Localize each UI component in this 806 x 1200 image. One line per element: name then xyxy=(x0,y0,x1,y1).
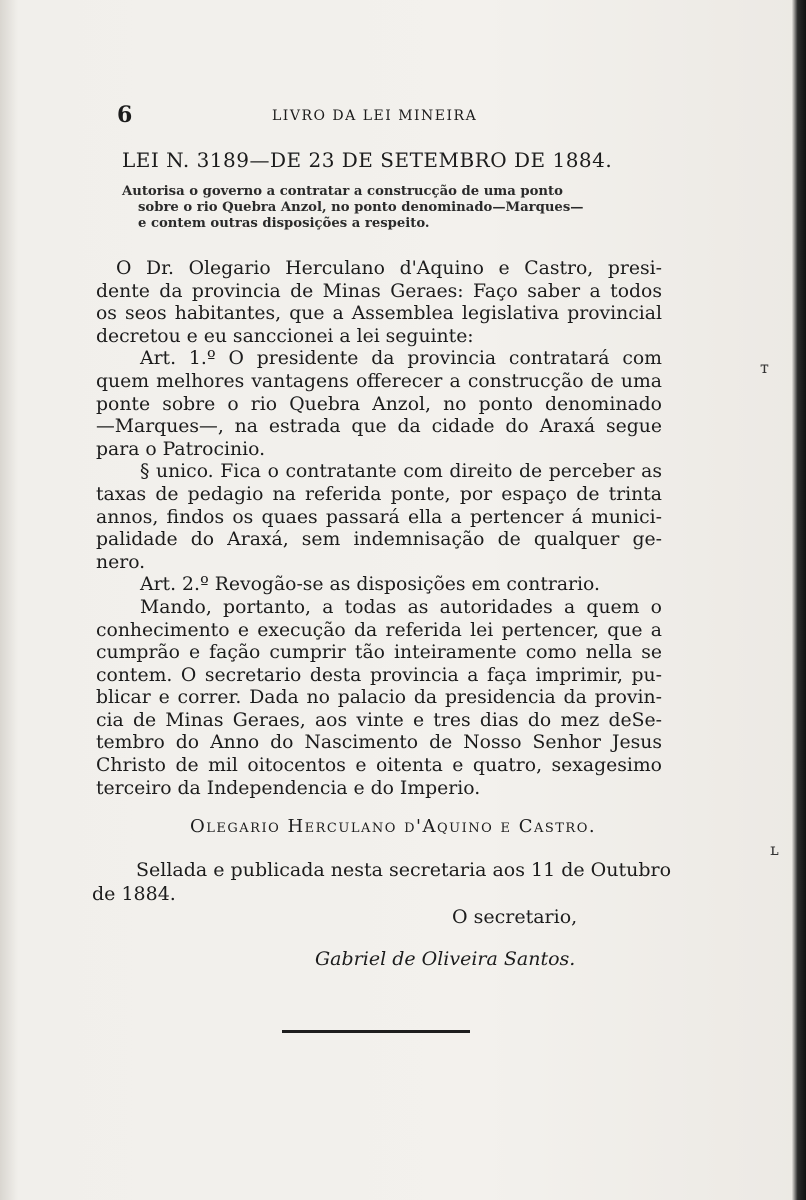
body-line: quem melhores vantagens offerecer a construcção de uma xyxy=(96,370,662,392)
sealed-line: Sellada e publicada nesta secretaria aos 11 de Outubro xyxy=(136,859,672,881)
body-line: § unico. Fica o contratante com direito de perceber as xyxy=(140,461,662,483)
sealed-line: de 1884. xyxy=(92,883,176,905)
body-line: cumprão e fação cumprir tão inteiramente como nella se xyxy=(96,642,662,664)
body-line: para o Patrocinio. xyxy=(96,438,266,460)
closing-rule xyxy=(282,1030,470,1033)
body-line: Art. 2.º Revogão-se as disposições em contrario. xyxy=(140,574,600,596)
body-line: contem. O secretario desta provincia a faça imprimir, pu- xyxy=(96,664,662,686)
summary-line: sobre o rio Quebra Anzol, no ponto denominado—Marques— xyxy=(138,200,584,215)
law-body xyxy=(96,258,662,800)
body-line: Art. 1.º O presidente da provincia contratará com xyxy=(140,348,662,370)
body-line: dente da provincia de Minas Geraes: Faço saber a todos xyxy=(96,280,662,302)
body-line: conhecimento e execução da referida lei pertencer, que a xyxy=(96,619,662,641)
page-edge-shadow xyxy=(792,0,806,1200)
body-line: os seos habitantes, que a Assemblea legislativa provincial xyxy=(96,303,662,325)
secretary-title: O secretario, xyxy=(452,906,578,928)
body-line: annos, findos os quaes passará ella a pertencer á munici- xyxy=(96,506,662,528)
governor-signature: Olegario Herculano d'Aquino e Castro. xyxy=(190,816,597,837)
body-line: nero. xyxy=(96,551,146,573)
body-line: O Dr. Olegario Herculano d'Aquino e Castro, presi- xyxy=(116,258,662,279)
law-title: LEI N. 3189—DE 23 DE SETEMBRO DE 1884. xyxy=(122,148,613,172)
body-line: palidade do Araxá, sem indemnisação de qualquer ge- xyxy=(96,529,662,551)
body-line: cia de Minas Geraes, aos vinte e tres dias do mez deSe- xyxy=(96,709,662,731)
secretary-name: Gabriel de Oliveira Santos. xyxy=(315,948,576,970)
page-number: 6 xyxy=(117,102,133,128)
body-line: blicar e correr. Dada no palacio da presidencia da provin- xyxy=(96,687,662,709)
margin-mark: ᴛ xyxy=(760,358,769,377)
sealed-statement xyxy=(92,858,672,906)
body-line: ponte sobre o rio Quebra Anzol, no ponto denominado xyxy=(96,393,662,415)
body-line: terceiro da Independencia e do Imperio. xyxy=(96,777,481,799)
page-header xyxy=(117,102,537,132)
body-line: decretou e eu sanccionei a lei seguinte: xyxy=(96,325,474,347)
body-line: Christo de mil oitocentos e oitenta e quatro, sexagesimo xyxy=(96,755,662,777)
body-line: taxas de pedagio na referida ponte, por espaço de trinta xyxy=(96,483,662,505)
margin-mark: ʟ xyxy=(770,840,779,859)
body-line: Mando, portanto, a todas as autoridades a quem o xyxy=(140,596,662,618)
summary-line: e contem outras disposições a respeito. xyxy=(138,216,430,231)
law-summary xyxy=(122,184,662,232)
running-title: LIVRO DA LEI MINEIRA xyxy=(272,108,478,124)
body-line: tembro do Anno do Nascimento de Nosso Senhor Jesus xyxy=(96,732,662,754)
summary-line: Autorisa o governo a contratar a construcção de uma ponto xyxy=(122,184,563,199)
body-line: —Marques—, na estrada que da cidade do Araxá segue xyxy=(96,416,662,438)
